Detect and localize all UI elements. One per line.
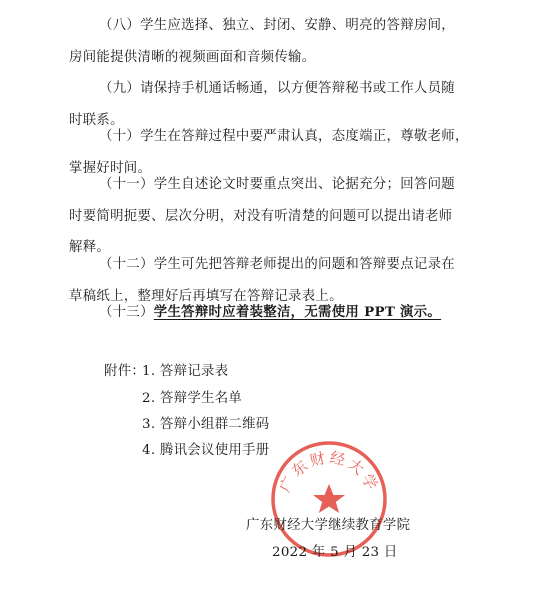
item13-bold-text: 学生答辩时应着装整洁，无需使用 PPT 演示。 xyxy=(153,304,442,320)
seal-text: 广东财经大学 xyxy=(275,448,383,496)
paragraph-line: 房间能提供清晰的视频画面和音频传输。 xyxy=(69,49,316,65)
paragraph-line: 掌握好时间。 xyxy=(69,160,152,176)
paragraph-line: 时要简明扼要、层次分明，对没有听清楚的问题可以提出请老师 xyxy=(69,208,453,224)
paragraph-line: （十二）学生可先把答辩老师提出的问题和答辩要点记录在 xyxy=(99,257,455,272)
paragraph-line: （十）学生在答辩过程中要严肃认真，态度端正，尊敬老师， xyxy=(99,129,469,144)
paragraph-line xyxy=(69,297,481,329)
signature-date: 2022 年 5 月 23 日 xyxy=(272,545,398,560)
paragraph-item-8 xyxy=(69,10,481,73)
paragraph-item-13 xyxy=(69,297,481,329)
attachment-item: 3. 答辩小组群二维码 xyxy=(142,417,270,432)
paragraph-line: 时联系。 xyxy=(69,112,124,128)
attachment-item: 1. 答辩记录表 xyxy=(142,364,229,379)
paragraph-line: 草稿纸上，整理好后再填写在答辩记录表上。 xyxy=(69,288,343,304)
item13-prefix: （十三） xyxy=(99,305,154,320)
paragraph-line: 解释。 xyxy=(69,240,111,255)
attachment-item: 4. 腾讯会议使用手册 xyxy=(142,443,270,458)
paragraph-line: （八）学生应选择、独立、封闭、安静、明亮的答辩房间， xyxy=(99,18,455,33)
paragraph-line: （十一）学生自述论文时要重点突出、论据充分；回答问题 xyxy=(99,177,455,192)
attachments-label: 附件： xyxy=(104,364,146,379)
signature-organization: 广东财经大学继续教育学院 xyxy=(246,518,411,533)
attachment-item: 2. 答辩学生名单 xyxy=(142,391,243,406)
paragraph-line: （九）请保持手机通话畅通，以方便答辩秘书或工作人员随 xyxy=(99,81,455,96)
